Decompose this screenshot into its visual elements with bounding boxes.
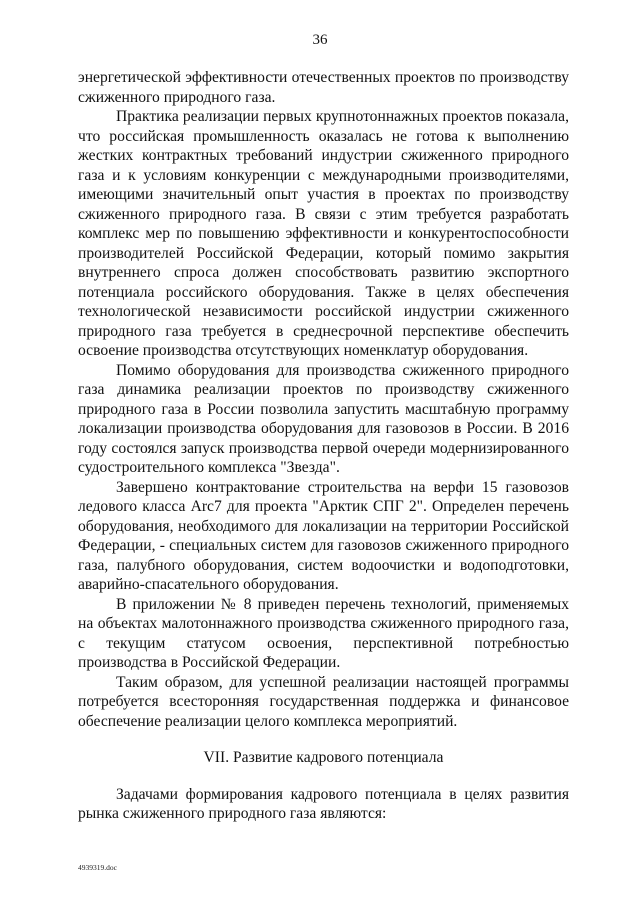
section-heading: VII. Развитие кадрового потенциала (203, 749, 444, 766)
paragraph-practice: Практика реализации первых крупнотоннажных проектов показала, что российская промышленность оказалась не готова к выполнению жестких контрактных требований индустрии сжиженного природного газа и к условиям конкуренции с международными производителями, имеющими значительный опыт участия в проектах по производству сжиженного природного газа. В связи с этим требуется разработать комплекс мер по повышению эффективности и конкурентоспособности производителей Российской Федерации, который помимо закрытия внутреннего спроса должен способствовать развитию экспортного потенциала российского оборудования. Также в целях обеспечения технологической независимости российской индустрии сжиженного природного газа требуется в среднесрочной перспективе обеспечить освоение производства отсутствующих номенклатур оборудования. (78, 108, 569, 359)
footer-document-code: 4939319.doc (78, 863, 117, 872)
paragraph-appendix: В приложении № 8 приведен перечень технологий, применяемых на объектах малотоннажного производства сжиженного природного газа, с текущим статусом освоения, перспективной потребностью производства в Российской Федерации. (78, 595, 569, 671)
paragraph-gas-carriers: Помимо оборудования для производства сжиженного природного газа динамика реализации проектов по производству сжиженного природного газа в России позволила запустить масштабную программу локализации производства оборудования для газовозов в России. В 2016 году состоялся запуск производства первой очереди модернизированного судостроительного комплекса "Звезда". (78, 361, 569, 476)
document-body (78, 68, 569, 824)
paragraph-continuation: энергетической эффективности отечественных проектов по производству сжиженного природного газа. (78, 69, 569, 106)
paragraph-tasks: Задачами формирования кадрового потенциала в целях развития рынка сжиженного природного газа являются: (78, 785, 569, 822)
paragraph-contracting: Завершено контрактование строительства на верфи 15 газовозов ледового класса Arc7 для проекта "Арктик СПГ 2". Определен перечень оборудования, необходимого для локализации на территории Российской Федерации, - специальных систем для газовозов сжиженного природного газа, палубного оборудования, систем водоочистки и водоподготовки, аварийно-спасательного оборудования. (78, 478, 569, 593)
paragraph-conclusion: Таким образом, для успешной реализации настоящей программы потребуется всесторонняя государственная поддержка и финансовое обеспечение реализации целого комплекса мероприятий. (78, 673, 569, 730)
page-number: 36 (312, 32, 328, 48)
